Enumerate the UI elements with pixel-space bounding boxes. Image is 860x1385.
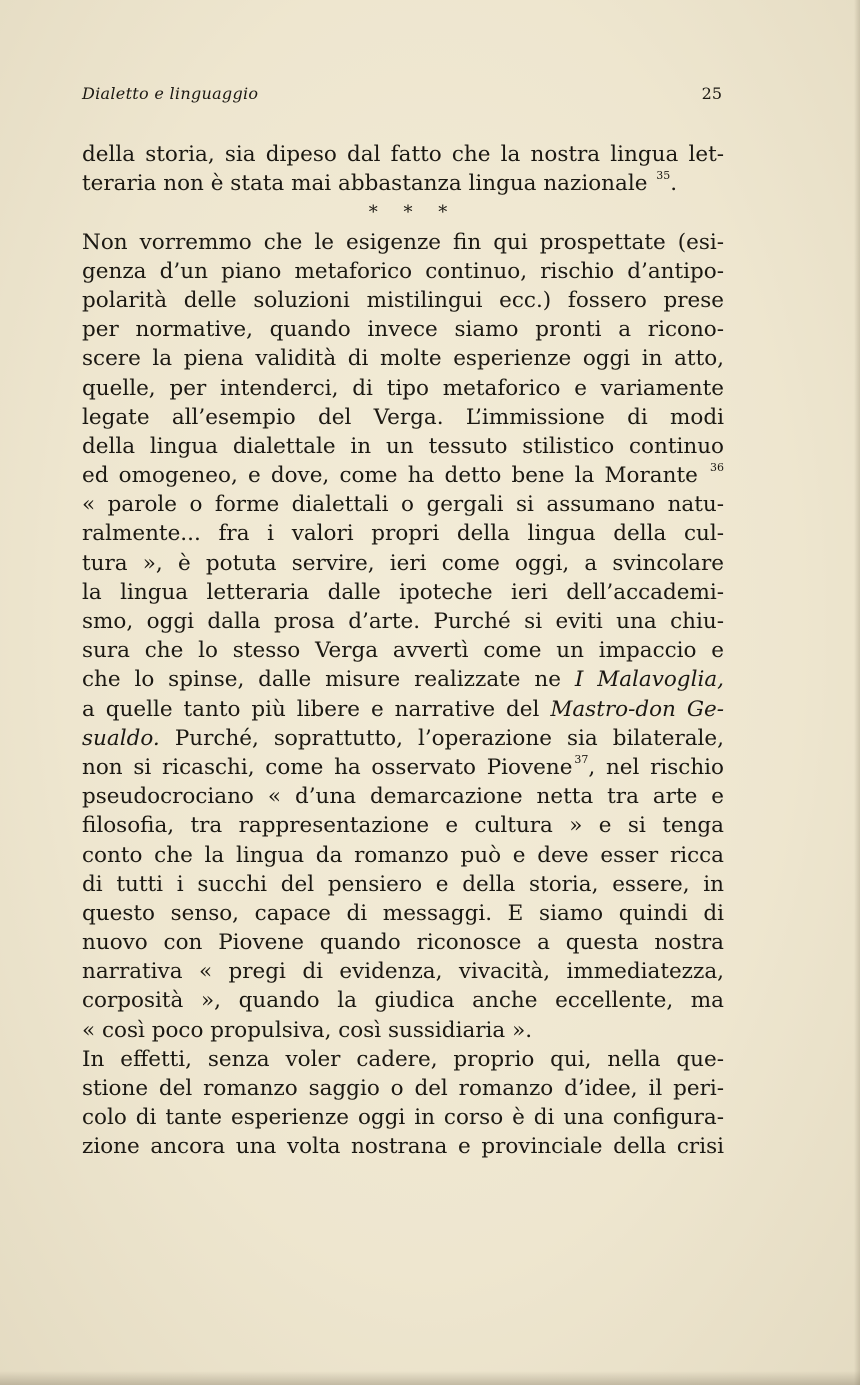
- page-bottom-shadow: [0, 1371, 860, 1385]
- text-line: polarità delle soluzioni mistilingui ecc.) fossero prese: [82, 287, 724, 313]
- text-line: di tutti i succhi del pensiero e della storia, essere, in: [82, 871, 724, 897]
- line-text: teraria non è stata mai abbastanza lingua nazionale: [82, 171, 648, 197]
- page-number: 25: [701, 84, 722, 103]
- running-title: Dialetto e linguaggio: [82, 84, 259, 103]
- text-line: quelle, per intenderci, di tipo metaforico e variamente: [82, 375, 724, 401]
- book-title-italic: I Malavoglia,: [574, 667, 724, 693]
- text-line: della storia, sia dipeso dal fatto che la nostra lingua let-: [82, 142, 724, 167]
- text-line: [82, 461, 724, 490]
- text-line: legate all’esempio del Verga. L’immissione di modi: [82, 404, 724, 430]
- text-line: « così poco propulsiva, così sussidiaria ».: [82, 1017, 533, 1043]
- text-line: colo di tante esperienze oggi in corso è di una configura-: [82, 1105, 724, 1131]
- text-line: [82, 695, 724, 724]
- text-line: smo, oggi dalla prosa d’arte. Purché si eviti una chiu-: [82, 609, 724, 634]
- body-text: [82, 140, 724, 1162]
- text-line: pseudocrociano « d’una demarcazione netta tra arte e: [82, 784, 724, 810]
- text-line: filosofia, tra rappresentazione e cultura » e si tenga: [82, 813, 724, 839]
- footnote-ref: 36: [710, 461, 724, 475]
- page-edge-shadow: [854, 0, 860, 1385]
- text-line: In effetti, senza voler cadere, proprio qui, nella que-: [82, 1046, 724, 1072]
- line-text: che lo spinse, dalle misure realizzate ne: [82, 667, 561, 693]
- book-title-italic: sualdo.: [82, 725, 160, 751]
- text-line: tura », è potuta servire, ieri come oggi, a svincolare: [82, 550, 724, 576]
- section-separator: * * *: [368, 202, 458, 224]
- book-title-italic: Mastro-don Ge-: [550, 696, 725, 722]
- text-line: [82, 724, 724, 753]
- text-line: scere la piena validità di molte esperienze oggi in atto,: [82, 346, 724, 372]
- text-line: « parole o forme dialettali o gergali si assumano natu-: [82, 492, 724, 518]
- text-line: ralmente... fra i valori propri della lingua della cul-: [82, 521, 724, 547]
- text-line: [82, 753, 724, 782]
- footnote-ref: 35: [656, 169, 671, 183]
- text-line: Non vorremmo che le esigenze fin qui prospettate (esi-: [82, 229, 724, 255]
- page-header: [82, 84, 722, 108]
- text-line: narrativa « pregi di evidenza, vivacità, immediatezza,: [82, 959, 724, 985]
- text-line: [82, 169, 724, 198]
- line-text: Purché, soprattutto, l’operazione sia bilaterale,: [174, 725, 724, 751]
- text-line: conto che la lingua da romanzo può e deve esser ricca: [82, 842, 724, 868]
- line-text: , nel rischio: [588, 754, 724, 780]
- footnote-ref: 37: [574, 752, 589, 766]
- text-line: per normative, quando invece siamo pronti a ricono-: [82, 317, 724, 343]
- text-line: stione del romanzo saggio o del romanzo d’idee, il peri-: [82, 1076, 724, 1101]
- text-line: corposità », quando la giudica anche eccellente, ma: [82, 988, 724, 1014]
- line-text: non si ricaschi, come ha osservato Piovene: [82, 754, 573, 780]
- text-line: la lingua letteraria dalle ipoteche ieri dell’accademi-: [82, 579, 724, 605]
- text-line: nuovo con Piovene quando riconosce a questa nostra: [82, 930, 724, 956]
- text-line: [82, 665, 724, 694]
- text-line: sura che lo stesso Verga avvertì come un impaccio e: [82, 638, 724, 664]
- text-line: questo senso, capace di messaggi. E siamo quindi di: [82, 900, 724, 926]
- text-line: della lingua dialettale in un tessuto stilistico continuo: [82, 433, 724, 459]
- text-line: genza d’un piano metaforico continuo, rischio d’antipo-: [82, 258, 724, 284]
- text-line: zione ancora una volta nostrana e provinciale della crisi: [82, 1134, 724, 1160]
- line-text: ed omogeneo, e dove, come ha detto bene la Morante: [82, 463, 698, 489]
- line-text: .: [670, 171, 678, 197]
- line-text: a quelle tanto più libere e narrative del: [82, 696, 540, 722]
